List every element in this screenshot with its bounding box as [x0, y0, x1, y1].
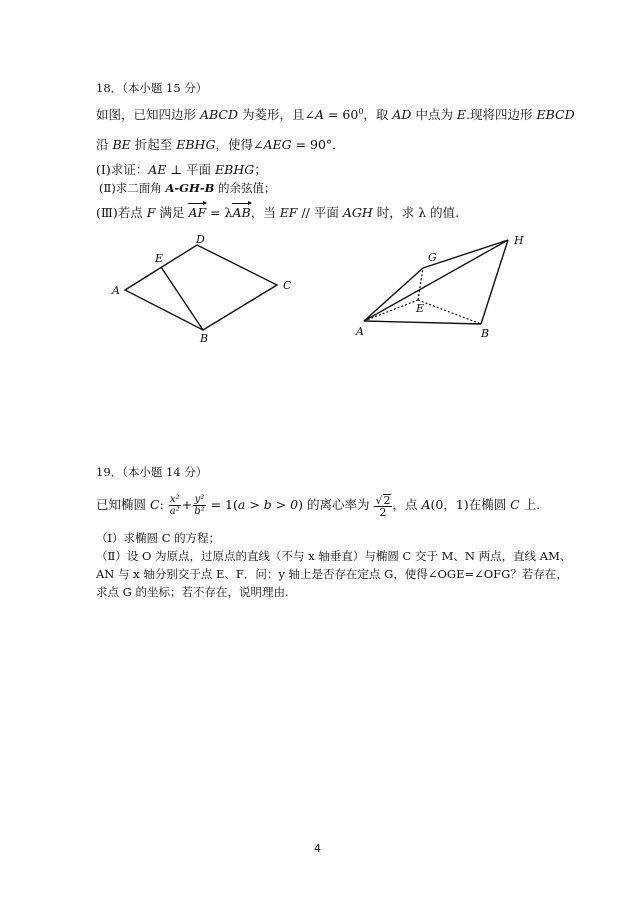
math-a: A [421, 497, 431, 512]
text: // 平面 [297, 205, 343, 220]
math-e: E [456, 107, 467, 123]
text: ) 的离心率为 [298, 497, 370, 512]
math-degree: 0 [358, 107, 364, 116]
label-e: E [155, 252, 164, 265]
fraction-x2-a2 [169, 494, 181, 517]
label-d: D [196, 233, 205, 246]
q18-part1 [96, 162, 267, 178]
denominator: 2 [379, 505, 387, 519]
math-agh: AGH [342, 205, 373, 220]
math-ebhg: EBHG [215, 162, 255, 177]
text: ，使得∠ [215, 137, 264, 152]
q18-header: 18．（本小题 15 分） [96, 81, 208, 95]
math-lambda: = λ [206, 205, 233, 220]
math-coord: (0，1) [430, 497, 469, 512]
q19-header: 19．（本小题 14 分） [96, 465, 208, 479]
segment-be [161, 267, 203, 330]
fraction-sqrt2-2 [374, 494, 391, 518]
q19-part2-line2: AN 与 x 轴分别交于点 E、F．问：y 轴上是否存在定点 G，使得∠OGE=∠OFG？若存在， [96, 567, 568, 581]
math-eq60: = 60 [324, 107, 359, 123]
radicand: 2 [383, 493, 391, 507]
math-eq90: = 90°． [291, 137, 345, 152]
math-ebcd: EBCD [536, 107, 575, 123]
figure-folded-solid [350, 228, 540, 343]
math-ef: EF [279, 205, 298, 220]
text: 折起至 [130, 137, 177, 152]
text: (Ⅲ)若点 [96, 205, 147, 220]
edge-ab [364, 321, 481, 324]
text: 时，求 λ 的值. [372, 205, 460, 220]
edge-ag [364, 268, 423, 321]
page-number: 4 [314, 842, 321, 855]
q18-part3 [96, 205, 459, 221]
text: 的余弦值； [214, 181, 276, 195]
label-c: C [283, 279, 292, 292]
math-eq: = 1( [206, 497, 238, 512]
label-e: E [416, 302, 425, 315]
math-a: A [314, 107, 324, 123]
text: 如图，已知四边形 [96, 107, 200, 123]
text: 沿 [96, 137, 113, 152]
denominator: b² [194, 506, 205, 517]
math-abcd: ABCD [199, 107, 239, 123]
denominator: a² [169, 506, 180, 517]
label-h: H [514, 234, 524, 247]
math-c: C [510, 497, 520, 512]
text: ； [254, 162, 267, 177]
numerator: √2 [375, 493, 391, 507]
text: (Ⅱ)求二面角 [99, 181, 166, 195]
edge-eb [418, 300, 481, 324]
label-a: A [112, 284, 120, 297]
q19-part1: （Ⅰ）求椭圆 C 的方程； [96, 531, 221, 545]
math-c: C [149, 497, 160, 512]
math-condition: a > b > 0 [237, 497, 299, 512]
rhombus-outline [125, 245, 277, 330]
text: ，取 [363, 107, 393, 123]
text: (Ⅰ)求证： [96, 162, 149, 177]
math-be: BE [112, 137, 131, 152]
text: 在椭圆 [468, 497, 511, 512]
math-f: F [146, 205, 156, 220]
text: 满足 [155, 205, 189, 220]
label-g: G [428, 251, 437, 264]
vector-ab: AB [232, 205, 251, 220]
numerator: y² [194, 494, 205, 505]
q19-part2-line3: 求点 G 的坐标；若不存在，说明理由. [96, 585, 289, 599]
label-b: B [200, 332, 209, 345]
text: 中点为 [411, 107, 457, 123]
text: 已知椭圆 [96, 497, 150, 512]
text: 为菱形，且∠ [238, 107, 315, 123]
q19-part2-line1: （Ⅱ）设 O 为原点，过原点的直线（不与 x 轴垂直）与椭圆 C 交于 M、N 两点，直线 AM、 [96, 549, 572, 563]
text: : [159, 497, 168, 512]
numerator: x² [169, 494, 180, 505]
text: 上. [519, 497, 541, 512]
edge-ae [364, 300, 418, 321]
label-b: B [481, 327, 490, 340]
math-aeg: AEG [263, 137, 292, 152]
text: ⊥ 平面 [166, 162, 216, 177]
text: ，当 [250, 205, 280, 220]
fraction-y2-b2 [193, 494, 205, 517]
math-ae: AE [148, 162, 167, 177]
q18-part2 [99, 180, 275, 196]
label-a: A [356, 325, 364, 338]
edge-eg [418, 268, 423, 300]
q19-stem: 已知椭圆 C: $\frac{\text{x²}}{\text{a²}}$ + $\frac{\text{y²}}{\text{b²}}$ = 1(a > b > 0) 的离心率为 $\frac{√2}{2}$ ，点 A(0，1)在椭圆 C 上. [96, 493, 541, 519]
q18-stem-line1 [96, 104, 575, 123]
vector-af: AF [188, 205, 207, 220]
text: ，点 [392, 497, 422, 512]
text: .现将四边形 [466, 107, 537, 123]
figure-rhombus [105, 228, 305, 348]
math-ad: AD [392, 107, 412, 123]
math-ebhg: EBHG [176, 137, 216, 152]
q18-stem-line2 [96, 137, 345, 153]
math-dihedral: A-GH-B [165, 181, 215, 195]
